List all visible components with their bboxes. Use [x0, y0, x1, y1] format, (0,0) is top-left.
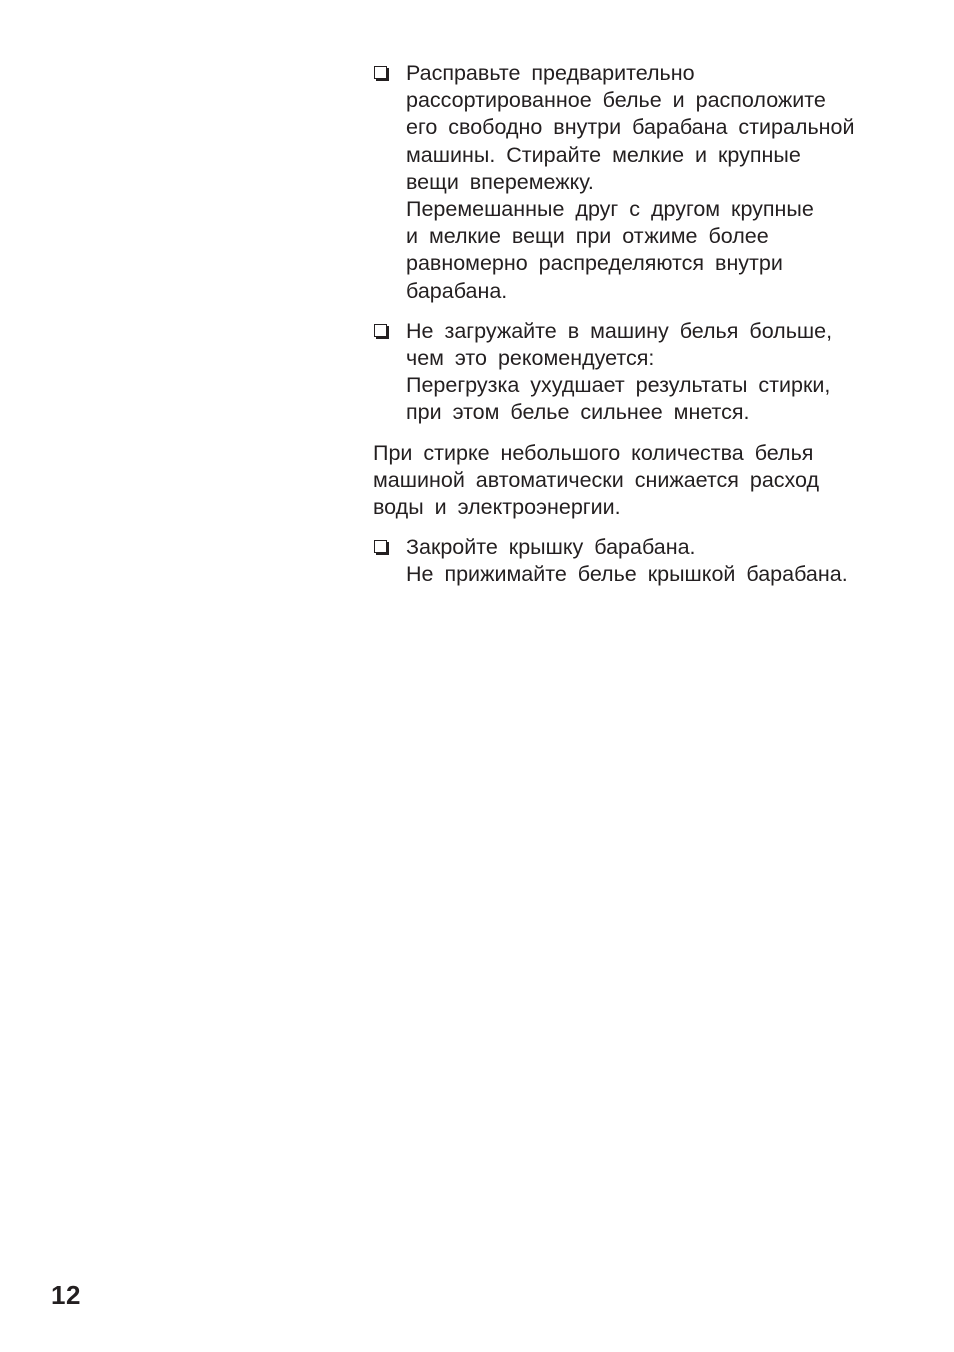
list-item-line: машины. Стирайте мелкие и крупные [406, 142, 801, 167]
note-line: воды и электроэнергии. [373, 495, 621, 520]
list-item-line: рассортированное белье и расположите [406, 88, 826, 113]
list-item-line: его свободно внутри барабана стиральной [406, 115, 855, 140]
checkbox-bullet-icon [374, 540, 387, 553]
list-item-line: вещи вперемежку. [406, 169, 594, 194]
list-item-line: и мелкие вещи при отжиме более [406, 224, 769, 249]
list-item-line: Не прижимайте белье крышкой барабана. [406, 562, 848, 587]
page-content [372, 60, 912, 589]
list-item-line: Закройте крышку барабана. [406, 535, 696, 560]
list-item-line: Не загружайте в машину белья больше, [406, 318, 833, 343]
note-paragraph [372, 440, 912, 522]
list-item-do-not-overload [372, 318, 912, 427]
list-item-line: равномерно распределяются внутри [406, 251, 783, 276]
page-number: 12 [51, 1280, 81, 1310]
list-item-line: Перегрузка ухудшает результаты стирки, [406, 373, 831, 398]
list-item-line: Перемешанные друг с другом крупные [406, 197, 814, 222]
note-line: машиной автоматически снижается расход [373, 467, 820, 492]
list-item-line: чем это рекомендуется: [406, 346, 655, 371]
list-item-line: барабана. [406, 278, 508, 303]
checkbox-bullet-icon [374, 66, 387, 79]
list-item-line: при этом белье сильнее мнется. [406, 400, 750, 425]
note-line: При стирке небольшого количества белья [373, 440, 814, 465]
list-item-line: Расправьте предварительно [406, 61, 695, 85]
list-item-spread-laundry [372, 60, 912, 305]
list-item-close-lid [372, 534, 912, 588]
checkbox-bullet-icon [374, 324, 387, 337]
